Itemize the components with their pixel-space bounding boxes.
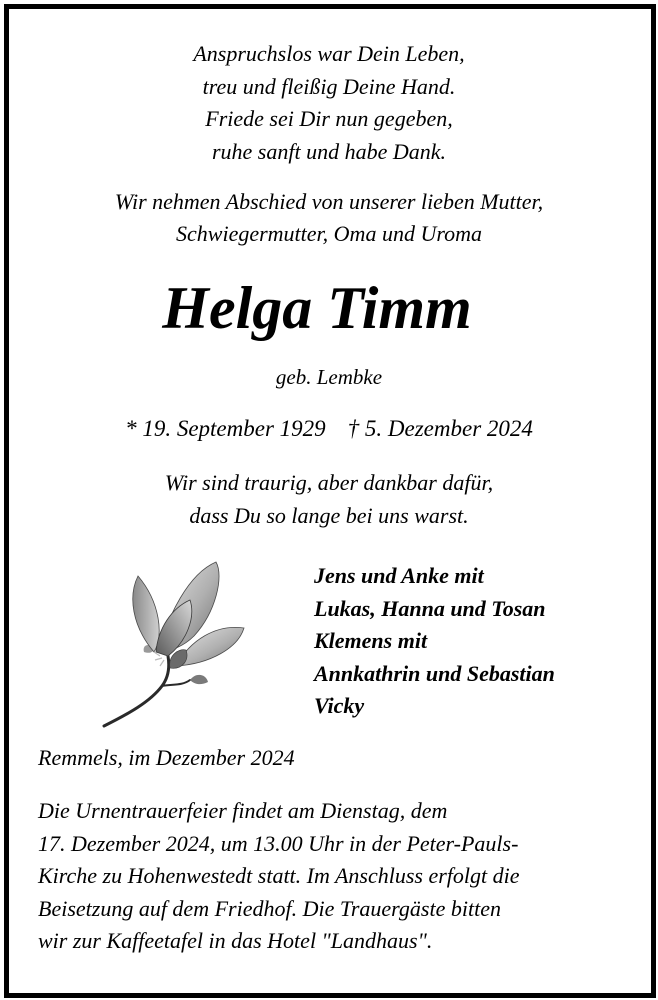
mourner-line: Jens und Anke mit — [314, 563, 484, 588]
service-line: Beisetzung auf dem Friedhof. Die Trauergäste bitten — [38, 895, 501, 921]
birth-date: * 19. September 1929 — [125, 416, 326, 441]
service-info — [38, 795, 520, 958]
service-line: Kirche zu Hohenwestedt statt. Im Anschluss erfolgt die — [38, 863, 520, 888]
service-line: Die Urnentrauerfeier findet am Dienstag, dem — [38, 798, 448, 823]
verse-line: Anspruchslos war Dein Leben, — [193, 41, 465, 66]
mourner-line: Lukas, Hanna und Tosan — [314, 595, 546, 621]
verse-line: treu und fleißig Deine Hand. — [202, 73, 456, 99]
mourners-list — [314, 560, 555, 723]
sadness-line: dass Du so lange bei uns warst. — [189, 503, 469, 528]
farewell-line: Schwiegermutter, Oma und Uroma — [176, 221, 482, 246]
farewell-line: Wir nehmen Abschied von unserer lieben Mutter, — [114, 189, 544, 214]
verse-line: ruhe sanft und habe Dank. — [211, 138, 447, 164]
sadness-line: Wir sind traurig, aber dankbar dafür, — [164, 470, 494, 495]
death-date: † 5. Dezember 2024 — [347, 416, 533, 441]
verse-line: Friede sei Dir nun gegeben, — [205, 106, 453, 131]
place-date: Remmels, im Dezember 2024 — [38, 745, 295, 770]
life-dates — [0, 412, 658, 446]
mourner-line: Annkathrin und Sebastian — [314, 660, 555, 686]
sadness-text — [0, 466, 658, 532]
verse — [0, 38, 658, 168]
magnolia-flower-icon — [98, 556, 254, 732]
deceased-name: Helga Timm — [162, 275, 472, 341]
service-line: wir zur Kaffeetafel in das Hotel "Landhaus". — [38, 928, 433, 953]
mourner-line: Vicky — [314, 693, 365, 718]
service-line: 17. Dezember 2024, um 13.00 Uhr in der Peter-Pauls- — [38, 830, 519, 856]
born-name: geb. Lembke — [275, 365, 383, 389]
farewell-text — [0, 186, 658, 250]
mourner-line: Klemens mit — [314, 628, 428, 653]
